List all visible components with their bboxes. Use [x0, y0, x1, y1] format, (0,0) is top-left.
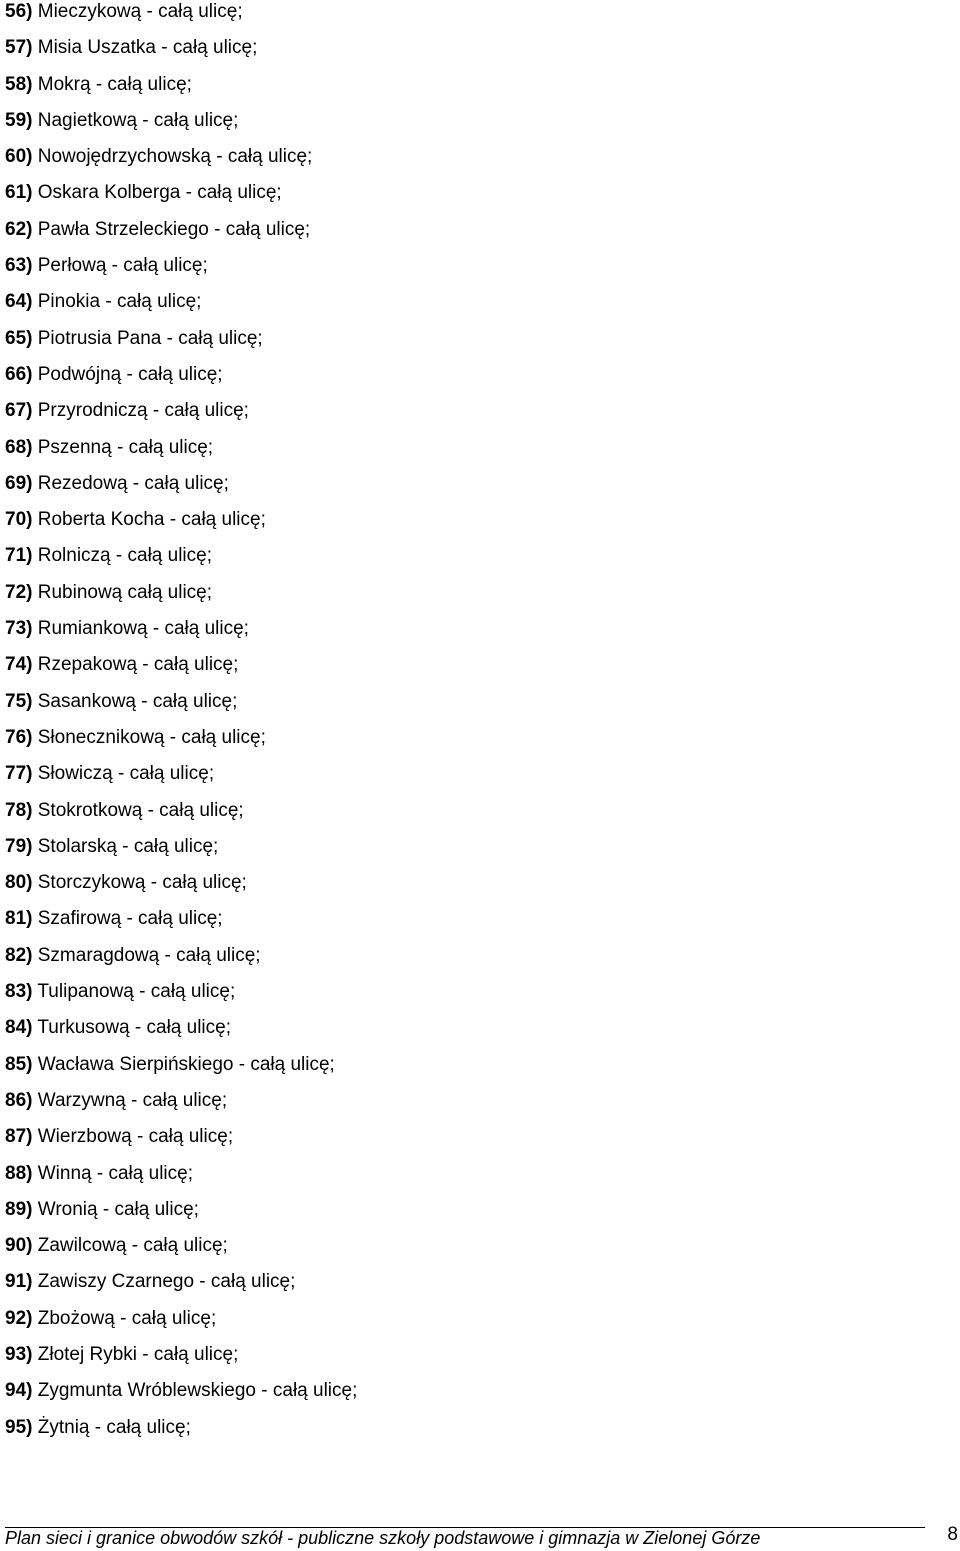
item-number: 62) [5, 218, 33, 240]
list-item [5, 218, 357, 254]
list-item [5, 0, 357, 36]
list-item [5, 1198, 357, 1234]
list-item [5, 1343, 357, 1379]
item-number: 66) [5, 363, 33, 385]
list-item [5, 581, 357, 617]
item-number: 71) [5, 545, 33, 567]
item-text: Przyrodniczą - całą ulicę; [37, 400, 249, 422]
item-number: 63) [5, 255, 33, 277]
item-text: Podwójną - całą ulicę; [37, 363, 223, 385]
item-number: 56) [5, 1, 33, 22]
item-number: 60) [5, 146, 33, 168]
item-text: Mokrą - całą ulicę; [37, 73, 192, 95]
list-item [5, 363, 357, 399]
item-text: Roberta Kocha - całą ulicę; [37, 509, 266, 531]
list-item [5, 653, 357, 689]
list-item [5, 617, 357, 653]
item-text: Wronią - całą ulicę; [37, 1198, 199, 1220]
item-text: Żytnią - całą ulicę; [37, 1416, 191, 1438]
list-item [5, 290, 357, 326]
list-item [5, 762, 357, 798]
list-item [5, 690, 357, 726]
list-item [5, 1089, 357, 1125]
item-text: Winną - całą ulicę; [37, 1162, 193, 1184]
list-item [5, 1416, 357, 1452]
item-number: 88) [5, 1162, 33, 1184]
list-item [5, 544, 357, 580]
list-item [5, 436, 357, 472]
list-item [5, 254, 357, 290]
list-item [5, 1125, 357, 1161]
item-text: Rubinową całą ulicę; [37, 581, 213, 603]
street-list [5, 0, 357, 1452]
item-number: 64) [5, 291, 33, 313]
item-text: Nowojędrzychowską - całą ulicę; [37, 146, 313, 168]
item-number: 76) [5, 726, 33, 748]
item-number: 81) [5, 908, 33, 930]
item-number: 59) [5, 109, 33, 131]
item-text: Szmaragdową - całą ulicę; [37, 944, 261, 966]
item-number: 89) [5, 1198, 33, 1220]
item-text: Zygmunta Wróblewskiego - całą ulicę; [37, 1380, 358, 1402]
item-text: Rumiankową - całą ulicę; [37, 618, 249, 640]
item-text: Stokrotkową - całą ulicę; [37, 799, 244, 821]
item-number: 94) [5, 1380, 33, 1402]
list-item [5, 726, 357, 762]
list-item [5, 508, 357, 544]
list-item [5, 36, 357, 72]
item-number: 72) [5, 581, 33, 603]
item-text: Zawilcową - całą ulicę; [37, 1235, 228, 1257]
item-text: Zbożową - całą ulicę; [37, 1307, 217, 1329]
item-text: Mieczykową - całą ulicę; [37, 1, 243, 22]
item-text: Zawiszy Czarnego - całą ulicę; [37, 1271, 296, 1293]
item-text: Wacława Sierpińskiego - całą ulicę; [37, 1053, 335, 1075]
item-number: 77) [5, 763, 33, 785]
item-number: 91) [5, 1271, 33, 1293]
item-number: 85) [5, 1053, 33, 1075]
item-text: Sasankową - całą ulicę; [37, 690, 238, 712]
item-text: Złotej Rybki - całą ulicę; [37, 1343, 239, 1365]
item-number: 95) [5, 1416, 33, 1438]
item-number: 84) [5, 1017, 33, 1039]
list-item [5, 1053, 357, 1089]
item-number: 67) [5, 400, 33, 422]
item-number: 86) [5, 1089, 33, 1111]
item-number: 93) [5, 1343, 33, 1365]
list-item [5, 472, 357, 508]
list-item [5, 1234, 357, 1270]
list-item [5, 871, 357, 907]
item-number: 79) [5, 835, 33, 857]
item-text: Słonecznikową - całą ulicę; [37, 726, 266, 748]
item-number: 58) [5, 73, 33, 95]
list-item [5, 1162, 357, 1198]
footer-title: Plan sieci i granice obwodów szkół - publiczne szkoły podstawowe i gimnazja w Zielonej Górze [5, 1528, 761, 1548]
item-number: 83) [5, 981, 33, 1003]
item-number: 70) [5, 509, 33, 531]
item-number: 69) [5, 472, 33, 494]
item-text: Oskara Kolberga - całą ulicę; [37, 182, 282, 204]
list-item [5, 944, 357, 980]
item-text: Piotrusia Pana - całą ulicę; [37, 327, 263, 349]
item-text: Stolarską - całą ulicę; [37, 835, 219, 857]
list-item [5, 109, 357, 145]
item-text: Pinokia - całą ulicę; [37, 291, 202, 313]
item-text: Warzywną - całą ulicę; [37, 1089, 228, 1111]
list-item [5, 327, 357, 363]
item-number: 80) [5, 872, 33, 894]
page-number: 8 [947, 1524, 958, 1545]
item-text: Turkusową - całą ulicę; [37, 1017, 231, 1039]
item-number: 75) [5, 690, 33, 712]
item-number: 90) [5, 1235, 33, 1257]
item-text: Rezedową - całą ulicę; [37, 472, 229, 494]
list-item [5, 1016, 357, 1052]
item-text: Misia Uszatka - całą ulicę; [37, 37, 258, 59]
list-item [5, 145, 357, 181]
list-item [5, 181, 357, 217]
item-text: Wierzbową - całą ulicę; [37, 1126, 234, 1148]
item-text: Rolniczą - całą ulicę; [37, 545, 212, 567]
list-item [5, 1270, 357, 1306]
list-item [5, 399, 357, 435]
item-text: Storczykową - całą ulicę; [37, 872, 247, 894]
item-text: Perłową - całą ulicę; [37, 255, 208, 277]
list-item [5, 835, 357, 871]
item-text: Pawła Strzeleckiego - całą ulicę; [37, 218, 311, 240]
item-text: Tulipanową - całą ulicę; [37, 981, 236, 1003]
item-number: 57) [5, 37, 33, 59]
item-text: Nagietkową - całą ulicę; [37, 109, 239, 131]
item-number: 78) [5, 799, 33, 821]
item-number: 82) [5, 944, 33, 966]
item-number: 65) [5, 327, 33, 349]
item-number: 87) [5, 1126, 33, 1148]
item-number: 92) [5, 1307, 33, 1329]
list-item [5, 799, 357, 835]
list-item [5, 1379, 357, 1415]
item-text: Szafirową - całą ulicę; [37, 908, 223, 930]
list-item [5, 907, 357, 943]
list-item [5, 73, 357, 109]
item-text: Słowiczą - całą ulicę; [37, 763, 215, 785]
item-number: 74) [5, 654, 33, 676]
list-item [5, 1307, 357, 1343]
item-text: Pszenną - całą ulicę; [37, 436, 214, 458]
item-number: 61) [5, 182, 33, 204]
item-text: Rzepakową - całą ulicę; [37, 654, 239, 676]
item-number: 68) [5, 436, 33, 458]
item-number: 73) [5, 618, 33, 640]
list-item [5, 980, 357, 1016]
